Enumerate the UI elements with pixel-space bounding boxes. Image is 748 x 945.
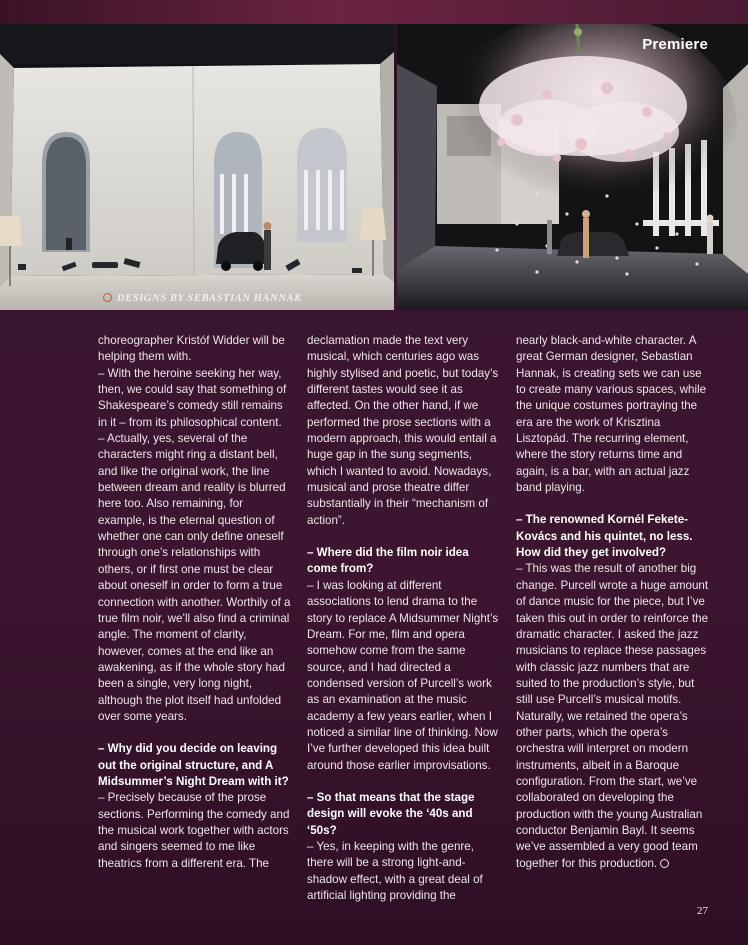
article-column-3 xyxy=(516,333,709,872)
paragraph-gap xyxy=(307,774,500,790)
paragraph xyxy=(516,561,709,872)
article-column-2 xyxy=(307,333,500,904)
interview-question: – The renowned Kornél Fekete-Kovács and his quintet, no less. How did they get involved? xyxy=(516,513,693,560)
paragraph-gap xyxy=(98,725,291,741)
section-label: Premiere xyxy=(642,36,708,53)
paragraph: – Yes, in keeping with the genre, there will be a strong light-and-shadow effect, with a great deal of artificial lighting providing the xyxy=(307,839,483,902)
paragraph-gap xyxy=(516,496,709,512)
interview-question: – Why did you decide on leaving out the original structure, and A Midsummer’s Night Dream with it? xyxy=(98,742,289,788)
stage-model-illustration xyxy=(0,24,394,310)
photo-credit xyxy=(103,293,302,304)
stage-tree-photo xyxy=(397,24,748,310)
stage-tree-illustration xyxy=(397,24,748,310)
paragraph: nearly black-and-white character. A great German designer, Sebastian Hannak, is creating sets we can use to create many various spaces, while the unique costumes portraying the era are the work of Krisztina Lisztopád. The recurring element, where the story returns time and again, is a bar, with an actual jazz band playing. xyxy=(516,334,707,495)
photo-credit-text: DESIGNS BY SEBASTIAN HANNAK xyxy=(117,293,302,304)
paragraph: – Precisely because of the prose sections. Performing the comedy and the musical work together with actors and singers seemed to me like theatrics from a different era. The xyxy=(98,791,290,870)
paragraph: choreographer Kristóf Widder will be helping them with. xyxy=(98,334,285,364)
paragraph-text: – Actually, yes, several of the characters might ring a distant bell, and like the original work, the line between dream and reality is blurred here too. Also remaining, for example, is the eternal question of whether one can only define oneself through one’s relationships with others, or if first one must be clear about oneself in order to form a true connection with another. Worthily of a true film noir, we’ll also find a criminal angle. The moment of clarity, however, comes at the end like an awakening, as if the whole story had been a single, very long night, although the plot itself had unfolded over some years. xyxy=(98,432,291,723)
interview-question: – Where did the film noir idea come from? xyxy=(307,546,469,576)
top-band xyxy=(0,0,748,24)
paragraph xyxy=(98,431,291,725)
paragraph-gap xyxy=(307,529,500,545)
circle-bullet-icon xyxy=(103,293,112,302)
interview-question: – So that means that the stage design will evoke the ‘40s and ‘50s? xyxy=(307,790,475,837)
end-mark-icon xyxy=(660,859,669,868)
article-column-1 xyxy=(98,333,291,872)
stage-model-photo xyxy=(0,24,394,310)
page-number: 27 xyxy=(697,905,708,917)
paragraph: declamation made the text very musical, which centuries ago was highly stylised and poetic, but today’s different tastes would see it as affected. On the other hand, if we performed the prose sections with a modern approach, this would entail a huge gap in the sung segments, which I wanted to avoid. Nowadays, musical and prose theatre differ substantially in their “mechanism of action”. xyxy=(307,334,499,527)
paragraph: – I was looking at different associations to lend drama to the story to replace A Midsummer Night’s Dream. For me, film and opera somehow come from the same source, and I had directed a condensed version of Purcell’s work as an examination at the music academy a few years earlier, when I noticed a similar line of thinking. Now I’ve further developed this idea built around those earlier improvisations. xyxy=(307,578,499,772)
paragraph: – With the heroine seeking her way, then, we could say that something of Shakespeare’s comedy still remains in it – from its philosophical content. xyxy=(98,366,287,429)
paragraph-text: – This was the result of another big change. Purcell wrote a huge amount of dance music for the piece, but I’ve taken this out in order to reinforce the dramatic character. I asked the jazz musicians to replace these passages with classic jazz numbers that are suited to the production’s style, but still use Purcell’s musical motifs. Naturally, we retained the opera’s other parts, which the opera’s orchestra will interpret on modern instruments, albeit in a Baroque configuration. From the start, we’ve collaborated on developing the production with the young Australian conductor Benjamin Bayl. It seems we’ve assembled a very good team together for this production. xyxy=(516,562,709,870)
